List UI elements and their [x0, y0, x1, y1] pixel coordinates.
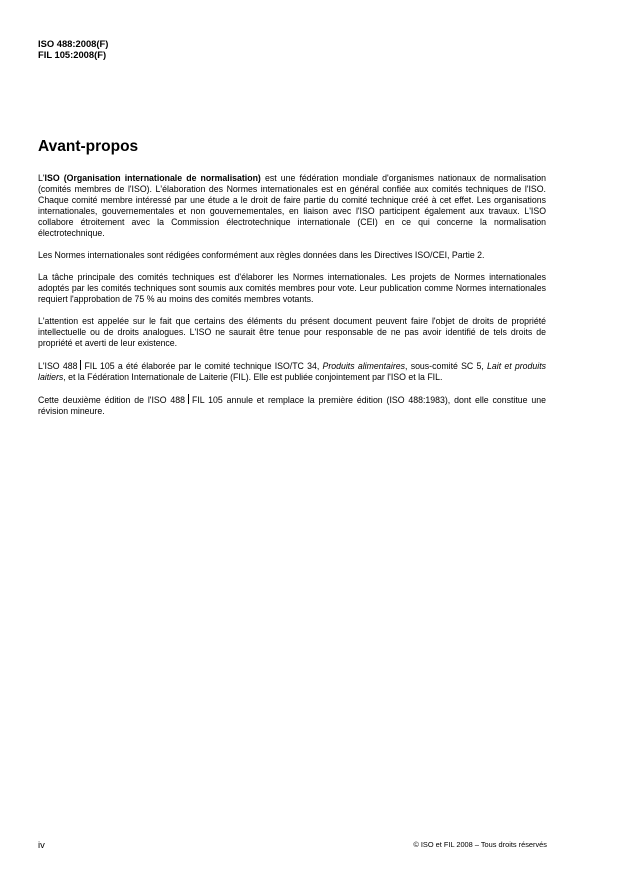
paragraph-iso-intro	[38, 173, 546, 239]
p6-text-2: FIL 105 annule et remplace la première édition (ISO 488:1983), dont elle constitue une révision mineure.	[38, 395, 546, 416]
p5-text-2: FIL 105 a été élaborée par le comité technique ISO/TC 34,	[84, 361, 323, 371]
document-header	[38, 38, 108, 60]
copyright-notice: © ISO et FIL 2008 – Tous droits réservés	[413, 840, 547, 849]
p5-text-4: , et la Fédération Internationale de Laiterie (FIL). Elle est publiée conjointement par l'ISO et la FIL.	[63, 372, 443, 382]
separator-bar	[80, 360, 81, 370]
p1-bold-text: ISO (Organisation internationale de normalisation)	[44, 173, 261, 183]
p5-text-1: L'ISO 488	[38, 361, 78, 371]
paragraph-edition	[38, 394, 546, 417]
separator-bar	[188, 394, 189, 404]
p5-italic-1: Produits alimentaires	[322, 361, 406, 371]
paragraph-patents: L'attention est appelée sur le fait que certains des éléments du présent document peuvent faire l'objet de droits de propriété intellectuelle ou de droits analogues. L'ISO ne saurait être tenue pour responsable de ne pas avoir identifié de tels droits de propriété et averti de leur existence.	[38, 316, 546, 348]
p5-text-3: , sous-comité SC 5,	[405, 361, 488, 371]
header-fil-reference: FIL 105:2008(F)	[38, 49, 107, 60]
header-iso-reference: ISO 488:2008(F)	[38, 38, 109, 49]
section-title: Avant-propos	[38, 138, 139, 155]
p1-text: est une fédération mondiale d'organismes nationaux de normalisation (comités membres de l'ISO). L'élaboration des Normes internationales est en général confiée aux comités techniques de l'ISO. Chaque comité membre intéressé par une étude a le droit de faire partie du comité technique créé à cet effet. Les organisations internationales, gouvernementales et non gouvernementales, en liaison avec l'ISO participent également aux travaux. L'ISO collabore étroitement avec la Commission électrotechnique internationale (CEI) en ce qui concerne la normalisation électrotechnique.	[38, 173, 547, 238]
paragraph-preparation	[38, 360, 546, 383]
paragraph-directives: Les Normes internationales sont rédigées conformément aux règles données dans les Directives ISO/CEI, Partie 2.	[38, 250, 485, 260]
p6-text-1: Cette deuxième édition de l'ISO 488	[38, 395, 185, 405]
p5-italic-2: Lait et produits laitiers	[38, 361, 547, 382]
p1-prefix: L'	[38, 173, 45, 183]
foreword-body	[38, 173, 546, 428]
page-number: iv	[38, 839, 45, 850]
paragraph-committees: La tâche principale des comités techniques est d'élaborer les Normes internationales. Les projets de Normes internationales adoptés par les comités techniques sont soumis aux comités membres pour vote. Leur publication comme Normes internationales requiert l'approbation de 75 % au moins des comités membres votants.	[38, 272, 546, 304]
